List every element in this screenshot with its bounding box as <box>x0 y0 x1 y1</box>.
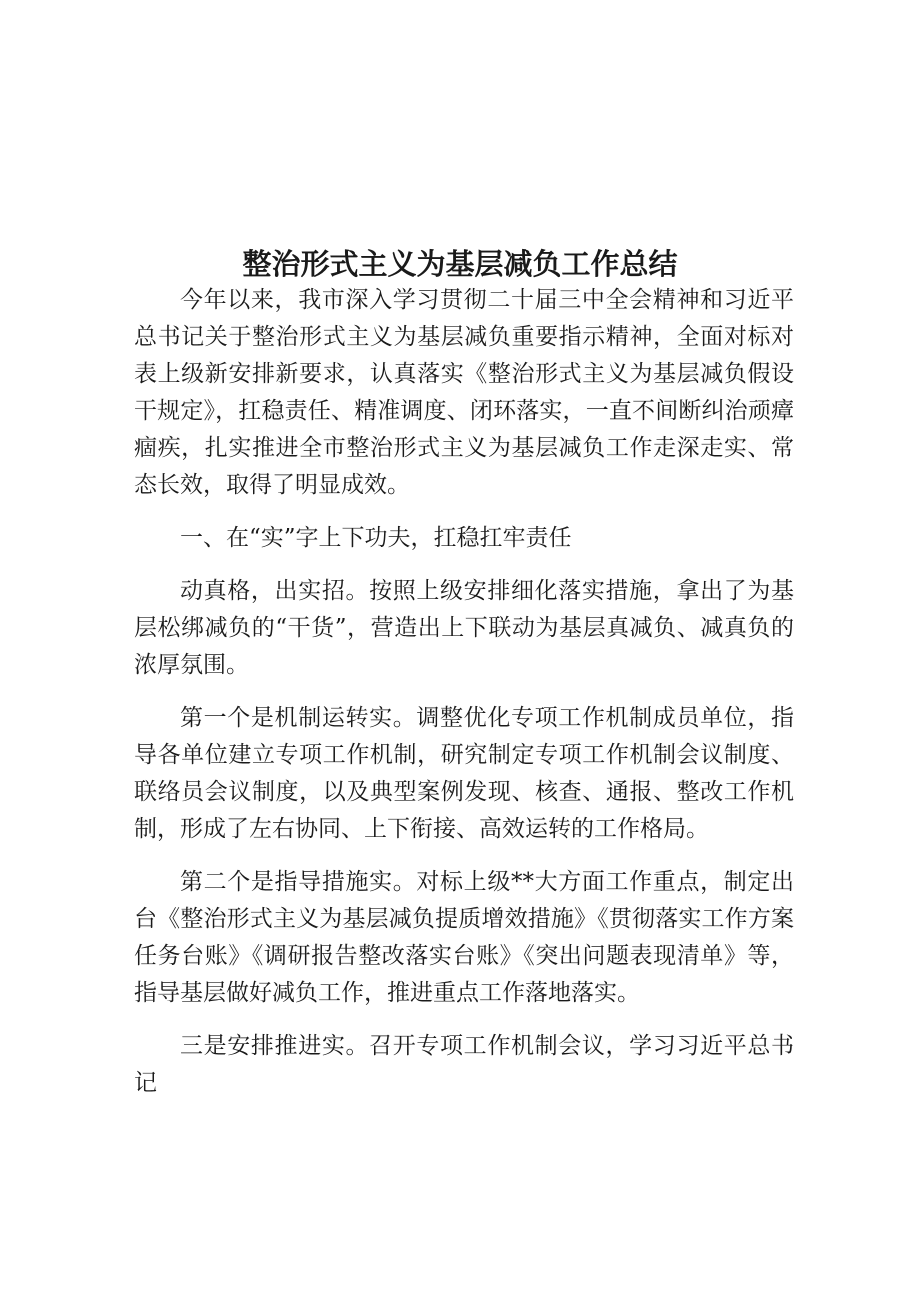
section-heading-1: 一、在“实”字上下功夫，扛稳扛牢责任 <box>180 525 572 551</box>
document-title: 整治形式主义为基层减负工作总结 <box>242 247 678 282</box>
paragraph-arrangement: 三是安排推进实。召开专项工作机制会议，学习习近平总书记 <box>134 1033 794 1096</box>
paragraph-guidance: 第二个是指导措施实。对标上级**大方面工作重点，制定出台《整治形式主义为基层减负提质增效措施》《贯彻落实工作方案任务台账》《调研报告整改落实台账》《突出问题表现清单》等，指导基层做好减负工作，推进重点工作落地落实。 <box>134 869 794 1006</box>
document-body <box>134 282 794 1118</box>
paragraph-mechanism: 第一个是机制运转实。调整优化专项工作机制成员单位，指导各单位建立专项工作机制，研究制定专项工作机制会议制度、联络员会议制度，以及典型案例发现、核查、通报、整改工作机制，形成了左右协同、上下衔接、高效运转的工作格局。 <box>134 705 794 842</box>
paragraph-section-1-summary: 动真格，出实招。按照上级安排细化落实措施，拿出了为基层松绑减负的“干货”，营造出上下联动为基层真减负、减真负的浓厚氛围。 <box>134 578 794 678</box>
paragraph-intro: 今年以来，我市深入学习贯彻二十届三中全会精神和习近平总书记关于整治形式主义为基层减负重要指示精神，全面对标对表上级新安排新要求，认真落实《整治形式主义为基层减负假设干规定》，扛稳责任、精准调度、闭环落实，一直不间断纠治顽瘴痼疾，扎实推进全市整治形式主义为基层减负工作走深走实、常态长效，取得了明显成效。 <box>134 287 794 498</box>
